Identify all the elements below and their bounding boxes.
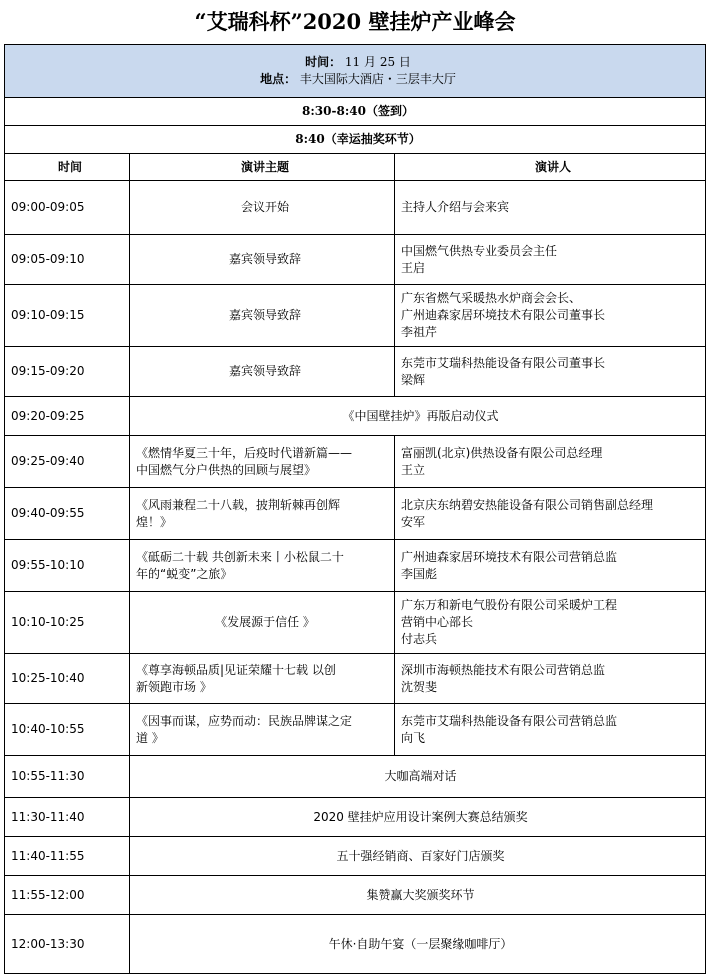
schedule-row <box>5 397 706 436</box>
lottery-row <box>5 126 706 154</box>
schedule-row <box>5 285 706 347</box>
row-topic <box>130 704 395 756</box>
schedule-row <box>5 915 706 974</box>
row-topic <box>130 654 395 704</box>
row-time: 11:30-11:40 <box>5 798 130 837</box>
row-speaker <box>395 488 706 540</box>
row-topic: 嘉宾领导致辞 <box>130 285 395 347</box>
header-topic: 演讲主题 <box>130 154 395 181</box>
row-topic: 会议开始 <box>130 181 395 235</box>
topic-line: 《砥砺二十载 共创新未来丨小松鼠二十 <box>136 549 344 564</box>
row-speaker <box>395 592 706 654</box>
speaker-line: 富丽凯(北京)供热设备有限公司总经理 <box>401 445 603 460</box>
speaker-line: 沈贺斐 <box>401 679 438 694</box>
speaker-line: 东莞市艾瑞科热能设备有限公司董事长 <box>401 355 606 370</box>
topic-line: 《因事而谋，应势而动：民族品牌谋之定 <box>136 713 353 728</box>
row-time: 12:00-13:30 <box>5 915 130 974</box>
header-speaker: 演讲人 <box>395 154 706 181</box>
row-time: 10:25-10:40 <box>5 654 130 704</box>
place-label: 地点： <box>260 72 297 86</box>
schedule-row <box>5 488 706 540</box>
schedule-table <box>4 44 706 974</box>
page-title: “艾瑞科杯”2020 壁挂炉产业峰会 <box>194 9 516 34</box>
schedule-row <box>5 837 706 876</box>
row-speaker <box>395 436 706 488</box>
speaker-line: 主持人介绍与会来宾 <box>401 200 510 214</box>
speaker-line: 王启 <box>401 260 426 275</box>
time-value: 11 月 25 日 <box>344 55 411 69</box>
speaker-line: 中国燃气供热专业委员会主任 <box>401 243 558 258</box>
signin-row <box>5 98 706 126</box>
topic-line: 煌！》 <box>136 514 173 529</box>
place-line <box>11 71 705 88</box>
row-topic: 嘉宾领导致辞 <box>130 347 395 397</box>
speaker-line: 广东省燃气采暖热水炉商会会长、 <box>401 291 582 305</box>
topic-line: 道 》 <box>136 730 164 745</box>
row-event: 《中国壁挂炉》再版启动仪式 <box>130 397 706 436</box>
row-time: 11:55-12:00 <box>5 876 130 915</box>
row-time: 09:10-09:15 <box>5 285 130 347</box>
row-speaker <box>395 704 706 756</box>
topic-line: 中国燃气分户供热的回顾与展望》 <box>136 462 317 477</box>
row-speaker <box>395 235 706 285</box>
speaker-line: 向飞 <box>401 730 426 745</box>
place-value: 丰大国际大酒店・三层丰大厅 <box>299 72 456 86</box>
topic-line: 《风雨兼程二十八载，披荆斩棘再创辉 <box>136 497 341 512</box>
row-event: 集赞赢大奖颁奖环节 <box>130 876 706 915</box>
speaker-line: 广州迪森家居环境技术有限公司营销总监 <box>401 549 618 564</box>
topic-line: 年的“蜕变”之旅》 <box>136 566 233 581</box>
speaker-line: 东莞市艾瑞科热能设备有限公司营销总监 <box>401 713 618 728</box>
topic-line: 新领跑市场 》 <box>136 679 212 694</box>
lottery-cell: 8:40（幸运抽奖环节） <box>5 126 706 154</box>
row-time: 09:00-09:05 <box>5 181 130 235</box>
row-time: 09:40-09:55 <box>5 488 130 540</box>
schedule-row <box>5 876 706 915</box>
speaker-line: 广东万和新电气股份有限公司采暖炉工程 <box>401 598 618 612</box>
schedule-row <box>5 798 706 837</box>
row-topic <box>130 488 395 540</box>
time-line <box>11 54 705 71</box>
row-event: 大咖高端对话 <box>130 756 706 798</box>
speaker-line: 梁辉 <box>401 372 426 387</box>
speaker-line: 营销中心部长 <box>401 615 474 629</box>
row-speaker <box>395 181 706 235</box>
row-speaker <box>395 347 706 397</box>
speaker-line: 王立 <box>401 462 426 477</box>
speaker-line: 北京庆东纳碧安热能设备有限公司销售副总经理 <box>401 497 654 512</box>
speaker-line: 李国彪 <box>401 566 438 581</box>
schedule-row <box>5 181 706 235</box>
schedule-row <box>5 654 706 704</box>
topic-line: 《尊享海顿品质|见证荣耀十七载 以创 <box>136 662 336 677</box>
speaker-line: 李祖芹 <box>401 325 438 339</box>
row-time: 09:15-09:20 <box>5 347 130 397</box>
signin-cell: 8:30-8:40（签到） <box>5 98 706 126</box>
row-speaker <box>395 540 706 592</box>
row-time: 10:40-10:55 <box>5 704 130 756</box>
row-time: 09:25-09:40 <box>5 436 130 488</box>
row-time: 09:05-09:10 <box>5 235 130 285</box>
schedule-row <box>5 235 706 285</box>
schedule-row <box>5 704 706 756</box>
row-time: 11:40-11:55 <box>5 837 130 876</box>
row-event: 五十强经销商、百家好门店颁奖 <box>130 837 706 876</box>
row-event: 午休·自助午宴（一层聚缘咖啡厅） <box>130 915 706 974</box>
speaker-line: 深圳市海顿热能技术有限公司营销总监 <box>401 662 606 677</box>
row-time: 10:55-11:30 <box>5 756 130 798</box>
speaker-line: 付志兵 <box>401 632 438 646</box>
row-topic <box>130 540 395 592</box>
schedule-row <box>5 592 706 654</box>
speaker-line: 安军 <box>401 514 426 529</box>
row-event: 2020 壁挂炉应用设计案例大赛总结颁奖 <box>130 798 706 837</box>
header-time: 时间 <box>5 154 130 181</box>
schedule-row <box>5 347 706 397</box>
info-cell <box>5 45 706 98</box>
time-label: 时间： <box>305 55 342 69</box>
topic-line: 《燃情华夏三十年，后疫时代谱新篇—— <box>136 445 353 460</box>
speaker-line: 广州迪森家居环境技术有限公司董事长 <box>401 308 606 322</box>
row-time: 09:20-09:25 <box>5 397 130 436</box>
row-time: 10:10-10:25 <box>5 592 130 654</box>
info-row <box>5 45 706 98</box>
row-time: 09:55-10:10 <box>5 540 130 592</box>
header-row <box>5 154 706 181</box>
row-topic: 嘉宾领导致辞 <box>130 235 395 285</box>
schedule-row <box>5 540 706 592</box>
row-speaker <box>395 654 706 704</box>
schedule-row <box>5 756 706 798</box>
row-speaker <box>395 285 706 347</box>
row-topic: 《发展源于信任 》 <box>130 592 395 654</box>
row-topic <box>130 436 395 488</box>
schedule-row <box>5 436 706 488</box>
